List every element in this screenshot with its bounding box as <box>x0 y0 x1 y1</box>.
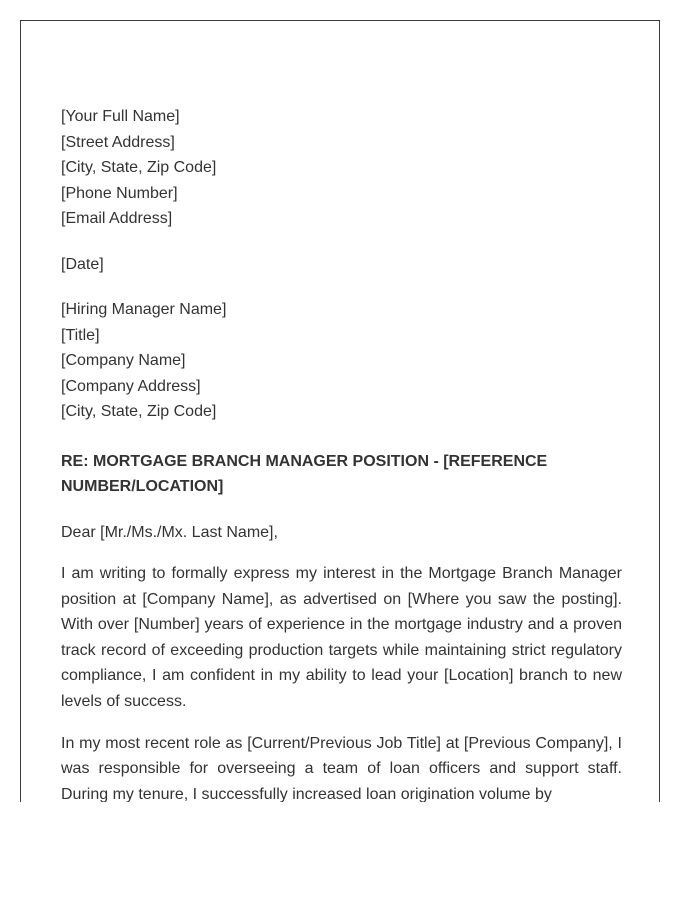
recipient-company: [Company Name] <box>61 352 186 369</box>
body-paragraph-2: In my most recent role as [Current/Previous Job Title] at [Previous Company], I was responsible for overseeing a team of loan officers and support staff. During my tenure, I successfully increased loan origination volume by <box>61 734 622 802</box>
recipient-name: [Hiring Manager Name] <box>61 301 227 318</box>
subject-line: RE: MORTGAGE BRANCH MANAGER POSITION - [REFERENCE NUMBER/LOCATION] <box>61 452 548 495</box>
recipient-address-block <box>61 297 622 425</box>
date-block <box>61 252 622 278</box>
sender-name: [Your Full Name] <box>61 108 180 125</box>
sender-address-block <box>61 104 622 232</box>
letter-date: [Date] <box>61 255 104 273</box>
sender-city: [City, State, Zip Code] <box>61 159 217 176</box>
recipient-title: [Title] <box>61 326 100 344</box>
recipient-city: [City, State, Zip Code] <box>61 403 217 420</box>
sender-street: [Street Address] <box>61 133 175 151</box>
letter-content <box>61 104 622 802</box>
sender-phone: [Phone Number] <box>61 184 178 202</box>
letter-page <box>20 20 660 802</box>
sender-email: [Email Address] <box>61 210 173 227</box>
recipient-address: [Company Address] <box>61 377 201 395</box>
body-paragraph-1: I am writing to formally express my interest in the Mortgage Branch Manager position at [Company Name], as advertised on [Where you saw the posting]. With over [Number] years of experience in the mortgage industry and a proven track record of exceeding production targets while maintaining strict regulatory compliance, I am confident in my ability to lead your [Location] branch to new levels of success. <box>61 565 622 710</box>
salutation: Dear [Mr./Ms./Mx. Last Name], <box>61 523 278 541</box>
